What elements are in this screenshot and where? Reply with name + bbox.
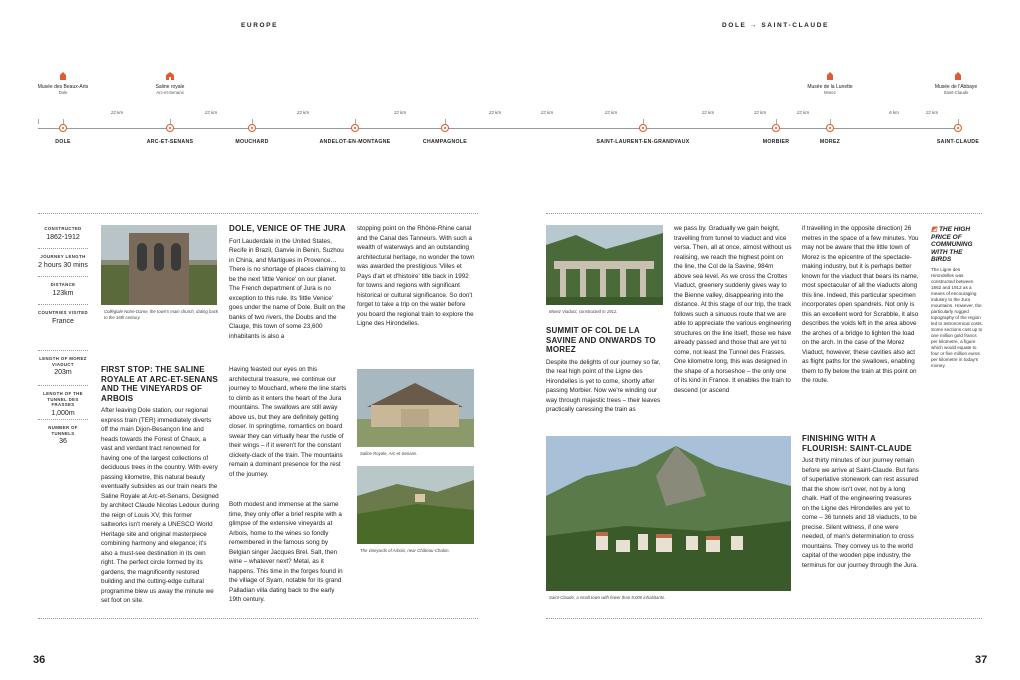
photo-saline [357, 369, 474, 447]
distance-label: 22 km [204, 110, 218, 115]
photo-vineyards [357, 466, 474, 544]
stop-marker [772, 124, 780, 132]
stop-label: ARC-ET-SENANS [146, 139, 194, 145]
sidebar-text: The Ligne des Hirondelles was constructed between 1862 and 1912 as a means of encouraging industry to the Jura mountains. However, the particularly rugged topography of the region led to astronomical costs. Some sections cost up to one million gold francs per kilometre, a figure which would equate to four or five million euros per kilometre in today's money. [931, 266, 983, 368]
sidebar-title: THE HIGH PRICE OF COMMUNING WITH THE BIRDS [931, 226, 973, 263]
stop-label: CHAMPAGNOLE [422, 139, 468, 145]
article-saline-cont2: Both modest and immense at the same time, they only offer a brief respite with a glimpse of the extensive vineyards at Arbois, home to the wines so fondly remembered in the famous song by Belgian singer Jacques Brel. Salt, then wine – whatever next? Metal, as it happens. This time in the forges found in the village of Syam, notable for its grand Palladian villa dating back to the early 19th century. [229, 501, 343, 603]
body-dole: Fort Lauderdale in the United States, Recife in Brazil, Ganvie in Benin, Suzhou in China, and Martigues in Provence… There is no shortage of places claiming to be the next 'little Venice' on our planet. The French department of Jura is no exception to this rule. Its 'little Venice' goes under the name of Dole. Built on the banks of two rivers, the Doubs and the Clauge, this town of some 23,600 inhabitants is also a [229, 237, 346, 340]
heading-col: SUMMIT OF COL DE LA SAVINE AND ONWARDS TO MOREZ [546, 326, 656, 354]
distance-label: 22 km [488, 110, 502, 115]
distance-label: 22 km [604, 110, 618, 115]
stop-marker [351, 124, 359, 132]
body-saline: After leaving Dole station, our regional express train (TER) immediately diverts off the main Dijon-Besançon line and heads towards the Forest of Chaux, a vast and verdant tract renowned for having one of the largest collections of deciduous trees in the country. With every passing kilometre, this natural beauty eventually subsides as our train nears the Saline Royale at Arc-et-Senans. Designed by architect Claude Nicolas Ledoux during the reign of Louis XV, this former saltworks isn't merely a UNESCO World Heritage site and original masterpiece combining harmony and elegance; it's also a must-see destination in its own right. The perfect circle formed by its gardens, the magnificently restored building and the cutting-edge cultural programme blew us away the minute we set foot on site. [101, 407, 219, 604]
distance-label: 6 km [889, 110, 899, 115]
caption-viaduct: Morez Viaduct, constructed in 1912. [549, 309, 618, 314]
stop-label: MOUCHARD [235, 139, 269, 145]
caption-collegiale: Collégiale Notre-Dame, the town's main church, dating back to the 16th century. [104, 309, 219, 320]
photo-viaduct [546, 225, 663, 305]
poi-saint-claude: Musée de l'Abbaye Saint-Claude [934, 84, 978, 95]
heading-finish: FINISHING WITH A FLOURISH: SAINT-CLAUDE [802, 434, 912, 453]
stop-marker [166, 124, 174, 132]
caption-saint-claude: Saint-Claude, a small town with fewer than 9,000 inhabitants. [549, 595, 666, 600]
distance-label: 22 km [110, 110, 124, 115]
stop-marker [248, 124, 256, 132]
sidebar-high-price [931, 226, 983, 406]
distance-label: 22 km [753, 110, 767, 115]
distance-label: 22 km [701, 110, 715, 115]
distance-label: 22 km [296, 110, 310, 115]
section-header-left: EUROPE [241, 22, 279, 29]
article-saline-cont: Having feasted our eyes on this architectural treasure, we continue our journey to Mouchard, where the line starts to climb as it enters the heart of the Jura mountains. The swallows are still away above us, but they are definitely getting closer. In springtime, romantics on board swear they can virtually hear the rustle of their wings – if it weren't for the constant clickety-clack of the train. The mountains remain a dominant presence for the rest of the journey. [229, 366, 347, 478]
stop-marker [826, 124, 834, 132]
stop-marker [59, 124, 67, 132]
article-col [546, 326, 664, 416]
heading-dole: DOLE, VENICE OF THE JURA [229, 224, 346, 233]
poi-morez: Musée de la Lunette Morez [807, 84, 853, 95]
stop-label: SAINT-LAURENT-EN-GRANDVAUX [596, 139, 690, 145]
museum-icon [827, 72, 833, 80]
poi-arc-et-senans: Saline royale Arc-et-Senans [155, 84, 185, 95]
stop-label: DOLE [55, 139, 71, 145]
page-number-right: 37 [975, 654, 988, 666]
distance-label: 22 km [925, 110, 939, 115]
body-finish: Just thirty minutes of our journey remain before we arrive at Saint-Claude. But fans of superlative stonework can rest assured that the show isn't over, not by a long chalk. Half of the engineering treasures on the Ligne des Hirondelles are yet to come – 36 tunnels and 18 viaducts, to be precise. Silent witness, if one were needed, of man's determination to cross mountains. They convey us to the world capital of the wooden pipe industry, the terminus for our journey through the Jura. [802, 457, 919, 569]
heading-saline: FIRST STOP: THE SALINE ROYALE AT ARC-ET-SENANS AND THE VINEYARDS OF ARBOIS [101, 365, 218, 403]
article-col-cont: we pass by. Gradually we gain height, travelling from tunnel to viaduct and vice versa. Then, all at once, almost without us realising, we reach the highest point on the line, the Col de la Savine, 984m above sea level. As we cross the Crottes Viaduct, greenery suddenly gives way to the Bienne valley, disappearing into the distance. At this stage of our trip, the track follows such a sinuous route that we are able to appreciate the various engineering structures on the line itself, those we have already passed and those that are yet to come, not least the Tunnel des Frasses. One kilometre long, this was designed in the shape of a horseshoe – the only one of its kind in France. It enables the train to descend (or ascend [674, 225, 792, 394]
stop-marker [441, 124, 449, 132]
photo-collegiale [101, 225, 217, 305]
stop-label: ANDELOT-EN-MONTAGNE [319, 139, 391, 145]
distance-label: 22 km [540, 110, 554, 115]
distance-label: 22 km [796, 110, 810, 115]
article-finish [802, 434, 920, 606]
body-col: Despite the delights of our journey so far, the real high point of the Ligne des Hirondelles is yet to come, shortly after passing Morbier. Now we're winding our way through majestic trees – their leaves practically caressing the train as [546, 358, 661, 413]
saline-icon [166, 72, 174, 80]
stop-marker [639, 124, 647, 132]
stop-marker [954, 124, 962, 132]
article-dole-cont: stopping point on the Rhône-Rhine canal and the Canal des Tanneurs. With such a wealth of waterways and an outstanding architectural heritage, no wonder the town was awarded the prestigious 'Villes et Pays d'art et d'histoire' title back in 1992 for towns and regions with significant historical or cultural significance. So don't forget to take a trip on the water before you board the regional train to explore the Ligne des Hirondelles. [357, 225, 475, 327]
page-number-left: 36 [33, 654, 46, 666]
photo-saint-claude [546, 436, 791, 591]
article-col-cont2: if travelling in the opposite direction) 26 metres in the space of a few minutes. You may not be aware that the little town of Morez is the epicentre of the spectacle-making industry, but it is perhaps better known for the viaduct that bears its name, most spectacular of all the viaducts along this line. Indeed, this particular specimen incorporates open spandrels. Not only is this an excellent word for Scrabble, it also describes the voids left in the area above the arches of a bridge to lighten the load on the arch. In the case of the Morez Viaduct, however, these cavities also act as flight paths for the swallows, enabling them to fly below the train at this point on the route. [802, 225, 919, 384]
info-icon: ◩ [931, 226, 939, 233]
article-dole [229, 224, 347, 344]
section-header-right: DOLE → SAINT-CLAUDE [722, 22, 829, 29]
poi-dole: Musée des Beaux-Arts Dole [37, 84, 89, 95]
caption-vineyards: The vineyards of Arbois, near Château-Chalon. [360, 548, 450, 553]
stop-label: MORBIER [762, 139, 790, 145]
caption-saline: Saline Royale, Arc-et-Senans. [360, 451, 418, 456]
museum-icon [60, 72, 66, 80]
article-saline [101, 365, 219, 605]
stop-label: MOREZ [819, 139, 841, 145]
stop-label: SAINT-CLAUDE [936, 139, 980, 145]
abbey-icon [955, 72, 961, 80]
distance-label: 22 km [393, 110, 407, 115]
